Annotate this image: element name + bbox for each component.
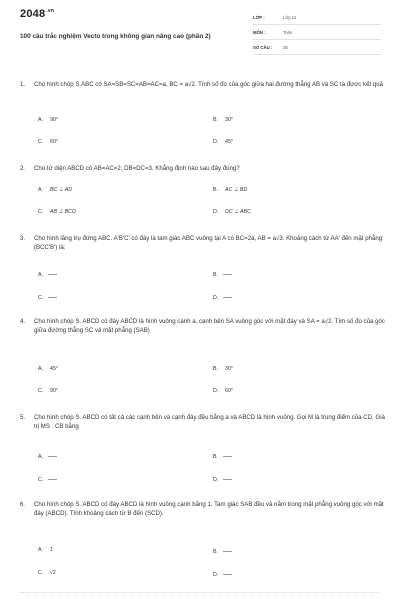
option-2d[interactable]	[213, 209, 251, 215]
option-letter: C.	[38, 388, 44, 394]
fraction-formula	[223, 269, 232, 275]
option-6d[interactable]	[213, 570, 232, 578]
fraction-formula	[48, 292, 57, 298]
option-letter: C.	[38, 295, 44, 301]
option-letter: B.	[213, 549, 219, 555]
option-letter: B.	[213, 366, 219, 372]
option-4c[interactable]	[38, 388, 58, 394]
option-text: 90°	[50, 117, 59, 123]
fraction-formula	[223, 451, 232, 457]
option-letter: A.	[38, 117, 44, 123]
meta-row-subject	[253, 27, 381, 40]
option-text: 60°	[225, 388, 234, 394]
option-text: 45°	[225, 139, 234, 145]
option-letter: D.	[213, 139, 219, 145]
option-5a[interactable]	[38, 452, 57, 460]
question-text	[20, 235, 385, 253]
question-number: 1.	[20, 81, 26, 88]
question-3	[20, 235, 385, 253]
question-body: Cho hình chóp S.ABC có SA=SB=SC=AB=AC=a, BC = a√2. Tính số đo của góc giữa hai đường thẳng AB và SC ta được kết quả	[34, 81, 384, 88]
question-number: 5.	[20, 414, 26, 421]
meta-label: MÔN :	[253, 30, 266, 35]
option-letter: A.	[38, 187, 44, 193]
meta-value: 25	[283, 45, 288, 50]
option-text: 90°	[50, 388, 59, 394]
option-letter: D.	[213, 295, 219, 301]
option-1a[interactable]	[38, 117, 58, 123]
meta-row-count	[253, 42, 381, 55]
option-text: 1	[50, 547, 53, 553]
question-number: 3.	[20, 235, 26, 242]
question-body: Cho hình lăng trụ đứng ABC. A'B'C' có đáy là tam giác ABC vuông tại A có BC=2a, AB = a√3. Khoảng cách từ AA' đến mặt phẳng (BCC'B') là:	[34, 235, 383, 251]
option-4b[interactable]	[213, 366, 233, 372]
option-letter: C.	[38, 570, 44, 576]
option-letter: C.	[38, 209, 44, 215]
fraction-formula	[48, 451, 57, 457]
option-letter: D.	[213, 477, 219, 483]
worksheet-header	[0, 0, 400, 60]
option-letter: C.	[38, 139, 44, 145]
option-5d[interactable]	[213, 475, 232, 483]
option-3b[interactable]	[213, 270, 232, 278]
option-letter: A.	[38, 366, 44, 372]
question-number: 6.	[20, 501, 26, 508]
option-text: 45°	[50, 366, 59, 372]
option-letter: A.	[38, 272, 44, 278]
option-letter: D.	[213, 572, 219, 578]
fraction-formula	[223, 546, 232, 552]
option-4a[interactable]	[38, 366, 58, 372]
next-question-cutoff	[20, 592, 380, 597]
option-letter: B.	[213, 454, 219, 460]
option-1b[interactable]	[213, 117, 233, 123]
question-text	[20, 501, 385, 519]
option-letter: B.	[213, 117, 219, 123]
meta-value: Lớp 11	[283, 15, 297, 20]
option-2c[interactable]	[38, 209, 76, 215]
fraction-formula	[48, 269, 57, 275]
worksheet-title: 100 câu trắc nghiệm Vecto trong không gian nâng cao (phần 2)	[20, 33, 211, 40]
option-letter: A.	[38, 454, 44, 460]
option-2a[interactable]	[38, 187, 72, 193]
question-6	[20, 501, 385, 519]
meta-value: Toán	[283, 30, 293, 35]
question-body: Cho hình chóp S. ABCD có đáy ABCD là hình vuông cạnh a, cạnh bên SA vuông góc với mặt đáy và SA = a√2. Tìm số đo của góc giữa đường thẳng SC và mặt phẳng (SAB)	[34, 318, 385, 334]
meta-label: LỚP :	[253, 15, 265, 20]
option-text: 30°	[225, 366, 234, 372]
option-letter: D.	[213, 209, 219, 215]
option-text: DC ⊥ ABC	[225, 209, 251, 215]
option-letter: B.	[213, 272, 219, 278]
question-body: Cho tứ diện ABCD có AB=AC=2, DB=DC=3. Khẳng định nào sau đây đúng?	[34, 165, 240, 172]
question-5	[20, 414, 385, 432]
logo-text: 2048	[20, 8, 46, 20]
option-3c[interactable]	[38, 293, 57, 301]
meta-row-class	[253, 12, 381, 25]
option-1c[interactable]	[38, 139, 58, 145]
logo-suffix: .vn	[46, 8, 55, 14]
option-text: AC ⊥ BD	[225, 187, 248, 193]
option-6c[interactable]	[38, 570, 56, 576]
option-text: 60°	[50, 139, 59, 145]
fraction-formula	[223, 569, 232, 575]
option-3a[interactable]	[38, 270, 57, 278]
option-4d[interactable]	[213, 388, 233, 394]
question-4	[20, 318, 385, 336]
fraction-formula	[223, 292, 232, 298]
question-text	[20, 414, 385, 432]
option-letter: B.	[213, 187, 219, 193]
option-6b[interactable]	[213, 547, 232, 555]
option-text: AB ⊥ BCD	[50, 209, 76, 215]
fraction-formula	[48, 474, 57, 480]
option-6a[interactable]	[38, 547, 53, 553]
option-letter: C.	[38, 477, 44, 483]
question-2	[20, 165, 385, 174]
question-number: 4.	[20, 318, 26, 325]
question-text	[20, 165, 385, 174]
option-letter: D.	[213, 388, 219, 394]
question-text	[20, 318, 385, 336]
option-2b[interactable]	[213, 187, 247, 193]
question-number: 2.	[20, 165, 26, 172]
option-text: √2	[50, 570, 56, 576]
question-body: Cho hình chóp S. ABCD có đáy ABCD là hình vuông cạnh bằng 1. Tam giác SAB đều và nằm trong mặt phẳng vuông góc với mặt đáy (ABCD). Tính khoảng cách từ B đến (SCD).	[34, 501, 384, 517]
meta-label: SỐ CÂU :	[253, 45, 273, 50]
site-logo[interactable]	[20, 8, 54, 20]
option-5c[interactable]	[38, 475, 57, 483]
option-3d[interactable]	[213, 293, 232, 301]
option-1d[interactable]	[213, 139, 233, 145]
option-text: 30°	[225, 117, 234, 123]
question-body: Cho hình chóp S. ABCD có tất cả các cạnh bên và cạnh đáy đều bằng a và ABCD là hình vuông. Gọi M là trung điểm của CD. Giá trị MS . CB bằng	[34, 414, 385, 430]
worksheet-meta	[253, 12, 381, 57]
question-1	[20, 81, 385, 90]
option-text: BC ⊥ AD	[50, 187, 73, 193]
option-letter: A.	[38, 547, 44, 553]
question-text	[20, 81, 385, 90]
fraction-formula	[223, 474, 232, 480]
option-5b[interactable]	[213, 452, 232, 460]
